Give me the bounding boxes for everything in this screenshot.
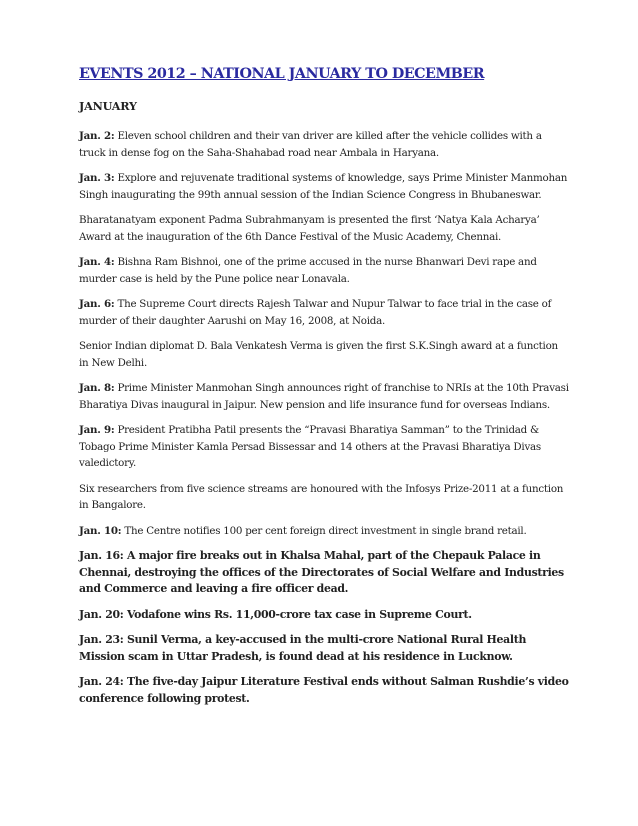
event-entry — [79, 422, 569, 472]
event-date: Jan. 23: — [79, 633, 124, 646]
event-text: The Supreme Court directs Rajesh Talwar and Nupur Talwar to face trial in the case of murder of their daughter Aarushi on May 16, 2008, at Noida. — [79, 298, 552, 327]
event-text: Prime Minister Manmohan Singh announces right of franchise to NRIs at the 10th Pravasi Bharatiya Divas inaugural in Jaipur. New pension and life insurance fund for overseas Indians. — [79, 382, 569, 411]
event-text: The five-day Jaipur Literature Festival ends without Salman Rushdie’s video conference following protest. — [79, 675, 569, 705]
event-entry — [79, 607, 569, 624]
page-title: EVENTS 2012 – NATIONAL JANUARY TO DECEMBER — [79, 66, 485, 82]
event-entry — [79, 128, 569, 161]
event-entry — [79, 548, 569, 598]
event-text: Senior Indian diplomat D. Bala Venkatesh Verma is given the first S.K.Singh award at a function in New Delhi. — [79, 340, 558, 369]
event-entry — [79, 212, 569, 245]
event-text: A major fire breaks out in Khalsa Mahal, part of the Chepauk Palace in Chennai, destroying the offices of the Directorates of Social Welfare and Industries and Commerce and leaving a fire officer dead. — [79, 549, 564, 595]
event-text: Eleven school children and their van driver are killed after the vehicle collides with a truck in dense fog on the Saha-Shahabad road near Ambala in Haryana. — [79, 130, 542, 159]
event-date: Jan. 24: — [79, 675, 124, 688]
event-date: Jan. 10: — [79, 524, 122, 537]
event-entry — [79, 338, 569, 371]
event-list — [79, 128, 569, 707]
event-text: Vodafone wins Rs. 11,000-crore tax case in Supreme Court. — [123, 607, 472, 621]
event-date: Jan. 4: — [79, 256, 115, 268]
event-date: Jan. 9: — [79, 424, 115, 436]
event-text: President Pratibha Patil presents the “Pravasi Bharatiya Samman” to the Trinidad & Tobago Prime Minister Kamla Persad Bissessar and 14 others at the Pravasi Bharatiya Divas valedictory. — [79, 424, 541, 469]
event-text: The Centre notifies 100 per cent foreign direct investment in single brand retail. — [121, 524, 527, 537]
event-date: Jan. 16: — [79, 549, 124, 562]
event-date: Jan. 3: — [79, 172, 115, 184]
event-date: Jan. 2: — [79, 130, 115, 142]
event-text: Sunil Verma, a key-accused in the multi-crore National Rural Health Mission scam in Uttar Pradesh, is found dead at his residence in Lucknow. — [79, 633, 527, 663]
event-entry — [79, 170, 569, 203]
event-entry — [79, 674, 569, 707]
month-heading: JANUARY — [79, 99, 137, 113]
document-page — [79, 66, 569, 716]
event-text: Bishna Ram Bishnoi, one of the prime accused in the nurse Bhanwari Devi rape and murder case is held by the Pune police near Lonavala. — [79, 256, 537, 285]
event-entry — [79, 632, 569, 665]
event-entry — [79, 523, 569, 540]
event-date: Jan. 8: — [79, 382, 115, 394]
event-text: Six researchers from five science streams are honoured with the Infosys Prize-2011 at a function in Bangalore. — [79, 482, 564, 511]
event-entry — [79, 296, 569, 329]
event-text: Explore and rejuvenate traditional systems of knowledge, says Prime Minister Manmohan Singh inaugurating the 99th annual session of the Indian Science Congress in Bhubaneswar. — [79, 172, 568, 201]
event-entry — [79, 481, 569, 514]
event-date: Jan. 20: — [79, 607, 124, 621]
event-entry — [79, 254, 569, 287]
event-text: Bharatanatyam exponent Padma Subrahmanyam is presented the first ‘Natya Kala Acharya’ Award at the inauguration of the 6th Dance Festival of the Music Academy, Chennai. — [79, 214, 540, 243]
event-date: Jan. 6: — [79, 298, 115, 310]
event-entry — [79, 380, 569, 413]
